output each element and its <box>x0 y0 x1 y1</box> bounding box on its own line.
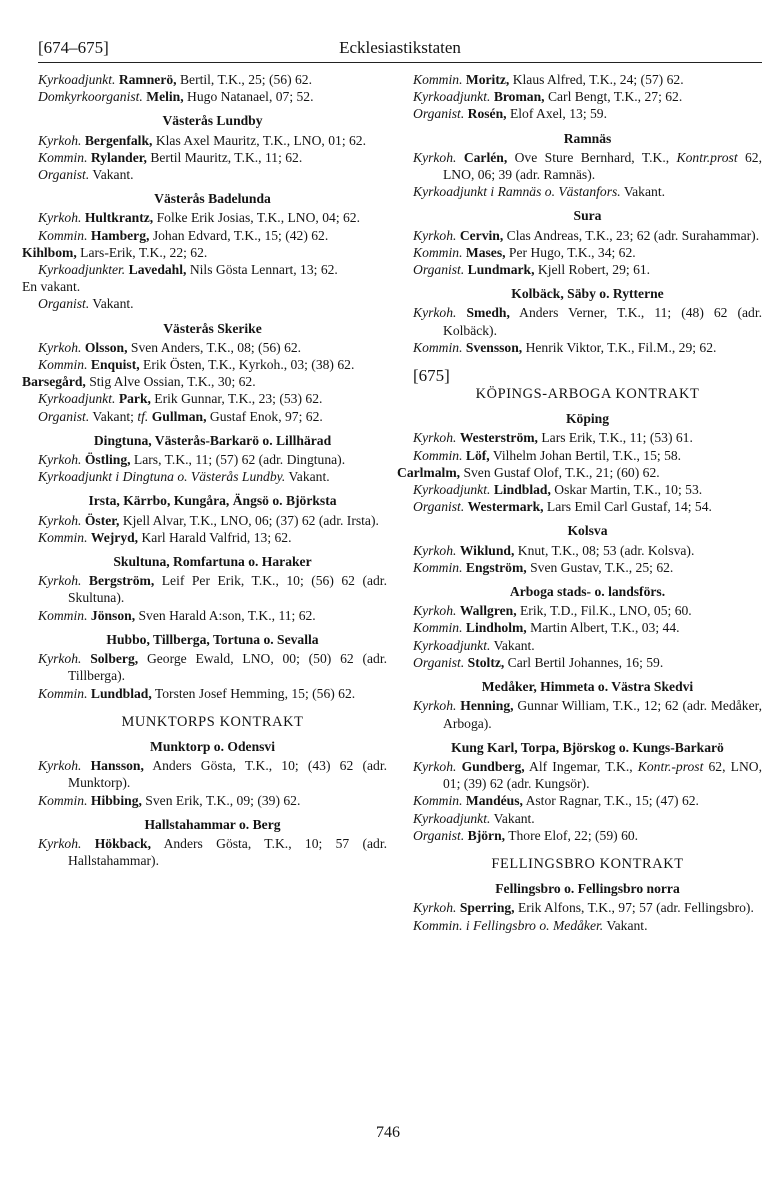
clergy-entry <box>413 899 762 916</box>
entry-role: Kommin. <box>413 72 463 87</box>
entry-name: Park, <box>118 391 151 407</box>
entry-details: Knut, T.K., 08; 53 (adr. Kolsva). <box>514 542 695 558</box>
entry-role: Organist. <box>413 262 465 278</box>
parish-heading: Västerås Badelunda <box>154 191 271 207</box>
clergy-entry <box>413 149 762 183</box>
entry-details: Erik Östen, T.K., Kyrkoh., 03; (38) 62. <box>139 357 355 373</box>
entry-details: Elof Axel, 13; 59. <box>506 106 607 122</box>
entry-name: Carlén, <box>463 149 508 165</box>
entry-details: Sven Gustaf Olof, T.K., 21; (60) 62. <box>460 464 660 480</box>
entry-role: Kyrkoh. <box>413 305 457 321</box>
parish-heading: Kolbäck, Säby o. Rytterne <box>511 286 664 302</box>
parish-heading: Kolsva <box>567 523 608 539</box>
entry-details: Vakant. <box>92 167 134 183</box>
parish-heading: Irsta, Kärrbo, Kungåra, Ängsö o. Björksta <box>88 493 337 509</box>
entry-name: Lindholm, <box>465 620 527 636</box>
clergy-entry <box>413 447 762 464</box>
entry-role: Organist. <box>413 827 465 843</box>
entry-name: Hamberg, <box>90 227 150 243</box>
clergy-entry <box>413 105 762 122</box>
entry-details: Astor Ragnar, T.K., 15; (47) 62. <box>522 793 699 809</box>
right-column <box>397 71 763 934</box>
kontrakt-heading: MUNKTORPS KONTRAKT <box>121 713 304 730</box>
entry-name: Öster, <box>84 512 120 528</box>
entry-role: Organist. <box>38 408 90 424</box>
entry-details: Kjell Alvar, T.K., LNO, 06; (37) 62 (adr. Irsta). <box>119 512 379 528</box>
entry-name: Lavedahl, <box>128 262 187 278</box>
entry-details: Lars, T.K., 11; (57) 62 (adr. Dingtuna). <box>130 452 346 468</box>
parish-heading: Dingtuna, Västerås-Barkarö o. Lillhärad <box>93 432 332 448</box>
entry-details: 62, LNO, 06; 39 (adr. Ramnäs). <box>443 149 763 183</box>
entry-name: Bergenfalk, <box>84 132 153 148</box>
clergy-entry <box>38 261 387 278</box>
entry-name: Mandéus, <box>465 793 523 809</box>
entry-details: Stig Alve Ossian, T.K., 30; 62. <box>85 374 256 390</box>
page-range: [674–675] <box>38 38 109 57</box>
clergy-entry <box>38 88 387 105</box>
clergy-entry <box>413 304 762 338</box>
entry-details: 62, LNO, 01; (39) 62 (adr. Kungsör). <box>443 758 762 792</box>
entry-role: Kyrkoh. <box>38 651 82 667</box>
parish-heading: Köping <box>565 411 610 427</box>
parish-heading: Sura <box>573 208 602 224</box>
clergy-entry <box>413 183 762 200</box>
clergy-entry <box>38 685 387 702</box>
entry-role: Kommin. <box>413 559 463 575</box>
entry-details: Vakant. <box>288 469 330 485</box>
entry-details: Per Hugo, T.K., 34; 62. <box>505 244 636 260</box>
entry-details: Klaus Alfred, T.K., 24; (57) 62. <box>509 72 684 87</box>
entry-details: Hugo Natanael, 07; 52. <box>183 89 314 105</box>
entry-details: Folke Erik Josias, T.K., LNO, 04; 62. <box>153 210 360 226</box>
entry-role: Kyrkoh. <box>413 149 457 165</box>
entry-name: Westerström, <box>459 430 538 446</box>
parish-heading: Kung Karl, Torpa, Björskog o. Kungs-Barkarö <box>451 739 724 755</box>
entry-name: Barsegård, <box>22 374 86 390</box>
entry-details: Sven Harald A:son, T.K., 11; 62. <box>135 607 316 623</box>
entry-details: Carl Bertil Johannes, 16; 59. <box>504 654 664 670</box>
entry-name: Svensson, <box>465 339 523 355</box>
entry-name: Mases, <box>465 244 506 260</box>
clergy-entry <box>413 244 762 261</box>
parish-heading: Västerås Skerike <box>163 320 262 336</box>
entry-details: Leif Per Erik, T.K., 10; (56) 62 (adr. Skultuna). <box>68 573 387 606</box>
entry-role: Organist. <box>38 296 90 312</box>
entry-role: Kyrkoh. <box>38 452 82 468</box>
clergy-entry <box>38 408 387 425</box>
entry-name: Lindblad, <box>493 482 551 498</box>
entry-role: Kyrkoadjunkt. <box>38 72 116 87</box>
entry-details: Henrik Viktor, T.K., Fil.M., 29; 62. <box>522 339 717 355</box>
entry-details: Vakant. <box>493 637 535 653</box>
entry-name: Sperring, <box>459 900 515 916</box>
clergy-entry <box>413 88 762 105</box>
entry-role: Organist. <box>413 106 465 122</box>
entry-details: Vakant. <box>606 917 648 933</box>
entry-name: Carlmalm, <box>397 464 461 480</box>
clergy-entry <box>413 429 762 446</box>
entry-details: George Ewald, LNO, 00; (50) 62 (adr. Tillberga). <box>68 651 387 684</box>
entry-role: Kyrkoadjunkt. <box>38 391 116 407</box>
entry-name: Bergström, <box>88 573 155 589</box>
entry-role: Kontr.prost <box>676 149 738 165</box>
entry-details: Erik Gunnar, T.K., 23; (53) 62. <box>150 391 323 407</box>
entry-name: Hultkrantz, <box>84 210 154 226</box>
page-title: Ecklesiastikstaten <box>339 38 461 57</box>
entry-role: Kommin. <box>38 529 88 545</box>
entry-role: tf. <box>137 408 149 424</box>
entry-details: Karl Harald Valfrid, 13; 62. <box>138 529 292 545</box>
entry-role: Domkyrkoorganist. <box>38 89 143 105</box>
entry-name: Gullman, <box>151 408 207 424</box>
entry-role: Organist. <box>413 499 465 515</box>
clergy-entry <box>38 149 387 166</box>
entry-name: Ramnerö, <box>118 72 177 87</box>
page-number: 746 <box>376 1124 400 1141</box>
entry-role: Kyrkoh. <box>413 900 457 916</box>
entry-name: Cervin, <box>459 227 504 243</box>
entry-name: Lundblad, <box>90 685 152 701</box>
entry-details: Lars Emil Carl Gustaf, 14; 54. <box>543 499 712 515</box>
entry-role: Kyrkoh. <box>413 227 457 243</box>
entry-name: Westermark, <box>467 499 544 515</box>
clergy-entry <box>413 71 762 88</box>
entry-name: Wallgren, <box>459 603 517 619</box>
clergy-entry <box>413 792 762 809</box>
clergy-entry <box>38 512 387 529</box>
clergy-entry <box>38 835 387 869</box>
entry-role: Kyrkoadjunkt. <box>413 637 491 653</box>
entry-details: Martin Albert, T.K., 03; 44. <box>526 620 680 636</box>
entry-details: Gustaf Enok, 97; 62. <box>206 408 323 424</box>
entry-details: Oskar Martin, T.K., 10; 53. <box>550 482 703 498</box>
section-page-number: [675] <box>413 366 450 386</box>
entry-details: Nils Gösta Lennart, 13; 62. <box>186 262 338 278</box>
entry-role: Organist. <box>38 167 90 183</box>
entry-role: Kommin. <box>38 685 88 701</box>
clergy-entry <box>38 356 387 373</box>
parish-heading: Arboga stads- o. landsförs. <box>509 584 666 600</box>
entry-role: Kyrkoh. <box>38 132 82 148</box>
clergy-entry <box>38 607 387 624</box>
header-rule <box>38 62 762 63</box>
entry-role: Kommin. <box>413 244 463 260</box>
entry-name: Wiklund, <box>459 542 515 558</box>
clergy-entry <box>413 827 762 844</box>
entry-details: Lars-Erik, T.K., 22; 62. <box>76 244 208 260</box>
entry-role: Kommin. <box>413 339 463 355</box>
clergy-entry <box>38 71 387 88</box>
entry-details: Ove Sture Bernhard, T.K., <box>507 149 677 165</box>
left-column <box>22 71 387 869</box>
clergy-entry <box>413 637 762 654</box>
clergy-entry <box>413 498 762 515</box>
clergy-entry <box>413 810 762 827</box>
entry-details: Carl Bengt, T.K., 27; 62. <box>544 89 683 105</box>
clergy-entry <box>38 166 387 183</box>
entry-details: Torsten Josef Hemming, 15; (56) 62. <box>151 685 356 701</box>
clergy-entry <box>397 464 762 481</box>
entry-role: Kommin. <box>413 793 463 809</box>
clergy-entry <box>413 481 762 498</box>
entry-role: Kyrkoh. <box>413 698 457 714</box>
entry-role: Kommin. <box>38 149 88 165</box>
entry-details: Sven Gustav, T.K., 25; 62. <box>526 559 674 575</box>
parish-heading: Ramnäs <box>563 130 612 146</box>
clergy-entry <box>38 468 387 485</box>
entry-role: Kommin. <box>413 447 463 463</box>
entry-details: Vakant. <box>92 296 134 312</box>
clergy-entry <box>38 227 387 244</box>
clergy-entry <box>22 244 387 261</box>
entry-name: Broman, <box>493 89 545 105</box>
entry-role: Kyrkoh. <box>413 430 457 446</box>
entry-name: Gundberg, <box>461 758 525 774</box>
clergy-entry <box>413 654 762 671</box>
clergy-entry <box>413 917 762 934</box>
entry-name: Jönson, <box>90 607 136 623</box>
entry-name: Rosén, <box>467 106 507 122</box>
clergy-entry <box>413 261 762 278</box>
parish-heading: Medåker, Himmeta o. Västra Skedvi <box>481 679 694 695</box>
clergy-entry <box>38 132 387 149</box>
clergy-entry <box>413 339 762 356</box>
entry-details: Bertil, T.K., 25; (56) 62. <box>176 72 312 87</box>
clergy-entry <box>413 619 762 636</box>
entry-name: Löf, <box>465 447 490 463</box>
entry-details: Bertil Mauritz, T.K., 11; 62. <box>146 149 303 165</box>
entry-role: Kyrkoadjunkt. <box>413 89 491 105</box>
entry-name: Björn, <box>467 827 506 843</box>
parish-heading: Hallstahammar o. Berg <box>144 816 281 832</box>
entry-name: Olsson, <box>84 339 128 355</box>
entry-role: Kyrkoh. <box>38 835 82 851</box>
clergy-entry <box>38 529 387 546</box>
entry-role: Kommin. i Fellingsbro o. Medåker. <box>413 917 604 933</box>
entry-role: Kyrkoh. <box>38 339 82 355</box>
clergy-entry <box>38 572 387 606</box>
entry-details: Vakant; <box>92 408 138 424</box>
entry-role: Kyrkoh. <box>38 758 82 774</box>
entry-name: Hansson, <box>90 758 144 774</box>
entry-details: Alf Ingemar, T.K., <box>524 758 638 774</box>
entry-details: Anders Gösta, T.K., 10; (43) 62 (adr. Munktorp). <box>68 758 387 791</box>
entry-role: Kyrkoadjunkt. <box>413 810 491 826</box>
entry-details: Vakant. <box>623 184 665 200</box>
entry-role: Kommin. <box>38 227 88 243</box>
entry-name: Moritz, <box>465 72 510 87</box>
entry-name: Stoltz, <box>467 654 505 670</box>
entry-details: Kjell Robert, 29; 61. <box>534 262 651 278</box>
entry-name: Kihlbom, <box>22 244 77 260</box>
entry-name: Wejryd, <box>90 529 139 545</box>
entry-role: Kyrkoadjunkt. <box>413 482 491 498</box>
entry-details: Sven Erik, T.K., 09; (39) 62. <box>141 792 301 808</box>
clergy-entry <box>38 650 387 684</box>
clergy-entry <box>413 758 762 792</box>
entry-name: Smedh, <box>466 305 510 321</box>
entry-role: Organist. <box>413 654 465 670</box>
clergy-entry <box>38 390 387 407</box>
entry-role: Kommin. <box>38 357 88 373</box>
entry-role: Kommin. <box>38 607 88 623</box>
entry-details: Sven Anders, T.K., 08; (56) 62. <box>127 339 302 355</box>
entry-details: Vakant. <box>493 810 535 826</box>
entry-name: Enquist, <box>90 357 140 373</box>
entry-name: Rylander, <box>90 149 147 165</box>
clergy-entry <box>413 602 762 619</box>
entry-details: Johan Edvard, T.K., 15; (42) 62. <box>149 227 329 243</box>
entry-details: Erik Alfons, T.K., 97; 57 (adr. Fellingsbro). <box>514 900 754 916</box>
clergy-entry <box>413 559 762 576</box>
parish-heading: Västerås Lundby <box>162 113 263 129</box>
entry-name: Lundmark, <box>467 262 535 278</box>
entry-name: Hökback, <box>94 835 152 851</box>
entry-details: En vakant. <box>22 279 81 295</box>
clergy-entry <box>38 339 387 356</box>
entry-details: Clas Andreas, T.K., 23; 62 (adr. Surahammar). <box>503 227 760 243</box>
entry-role: Kyrkoh. <box>38 512 82 528</box>
clergy-entry <box>38 209 387 226</box>
clergy-entry <box>22 373 387 390</box>
clergy-entry <box>22 278 387 295</box>
entry-role: Kommin. <box>38 792 88 808</box>
clergy-entry <box>38 792 387 809</box>
clergy-entry <box>413 697 762 731</box>
clergy-entry <box>413 542 762 559</box>
entry-details: Erik, T.D., Fil.K., LNO, 05; 60. <box>516 603 692 619</box>
entry-name: Östling, <box>84 452 131 468</box>
clergy-entry <box>413 227 762 244</box>
parish-heading: Hubbo, Tillberga, Tortuna o. Sevalla <box>106 631 319 647</box>
entry-role: Kommin. <box>413 620 463 636</box>
parish-heading: Munktorp o. Odensvi <box>149 738 275 754</box>
entry-details: Anders Verner, T.K., 11; (48) 62 (adr. Kolbäck). <box>443 305 762 338</box>
parish-heading: Skultuna, Romfartuna o. Haraker <box>113 554 312 570</box>
entry-details: Lars Erik, T.K., 11; (53) 61. <box>537 430 693 446</box>
entry-name: Hibbing, <box>90 792 142 808</box>
clergy-entry <box>38 295 387 312</box>
clergy-entry <box>38 757 387 791</box>
entry-role: Kyrkoh. <box>413 603 457 619</box>
entry-details: Vilhelm Johan Bertil, T.K., 15; 58. <box>489 447 682 463</box>
entry-details: Anders Gösta, T.K., 10; 57 (adr. Hallstahammar). <box>68 835 387 869</box>
entry-role: Kyrkoh. <box>413 758 457 774</box>
clergy-entry <box>38 451 387 468</box>
entry-name: Melin, <box>146 89 184 105</box>
entry-name: Henning, <box>460 698 514 714</box>
entry-role: Kyrkoh. <box>38 210 82 226</box>
entry-role: Kyrkoadjunkt i Dingtuna o. Västerås Lundby. <box>38 469 286 485</box>
parish-heading: Fellingsbro o. Fellingsbro norra <box>495 881 680 897</box>
entry-name: Solberg, <box>90 651 139 667</box>
kontrakt-heading: FELLINGSBRO KONTRAKT <box>491 855 684 872</box>
entry-role: Kyrkoh. <box>38 573 82 589</box>
entry-role: Kyrkoadjunkt i Ramnäs o. Västanfors. <box>413 184 621 200</box>
entry-role: Kyrkoadjunkter. <box>38 262 126 278</box>
entry-role: Kyrkoh. <box>413 542 457 558</box>
entry-details: Gunnar William, T.K., 12; 62 (adr. Medåker, Arboga). <box>443 698 762 731</box>
entry-name: Engström, <box>465 559 527 575</box>
entry-details: Klas Axel Mauritz, T.K., LNO, 01; 62. <box>152 132 366 148</box>
entry-role: Kontr.-prost <box>637 758 704 774</box>
kontrakt-heading: KÖPINGS-ARBOGA KONTRAKT <box>475 386 700 403</box>
entry-details: Thore Elof, 22; (59) 60. <box>505 827 639 843</box>
